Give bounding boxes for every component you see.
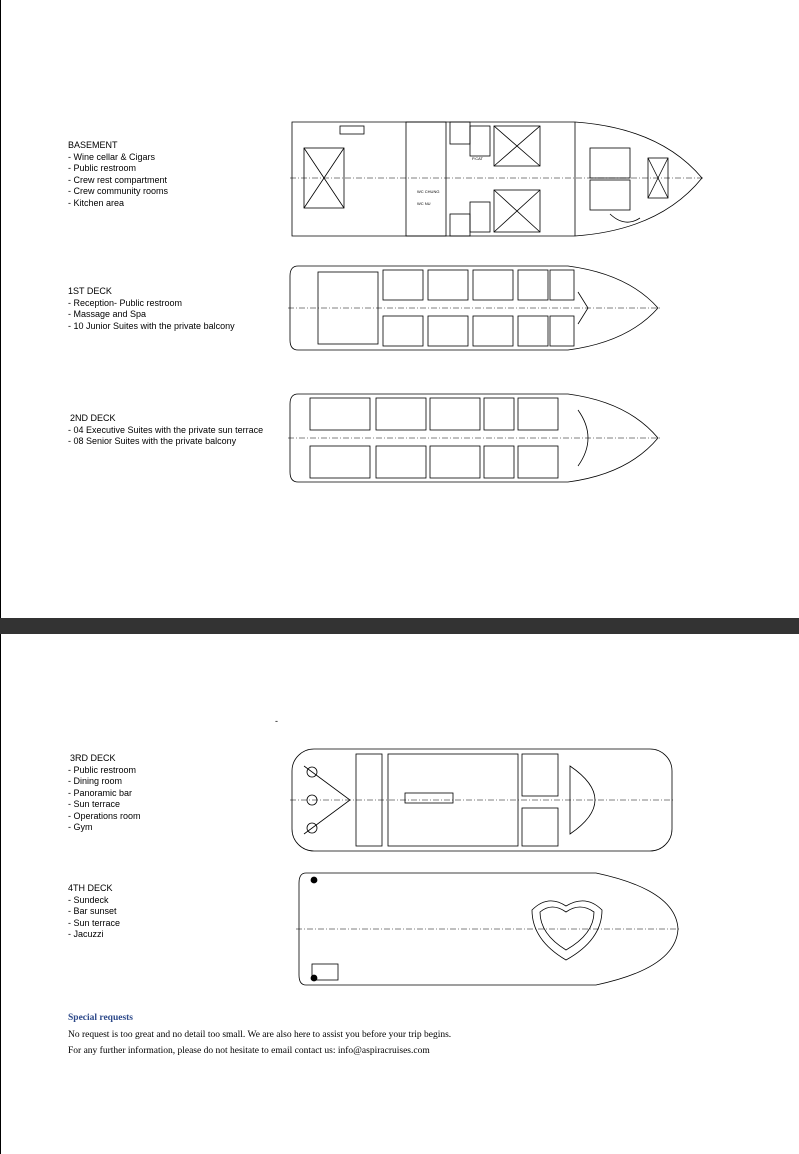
basement-item: - Crew rest compartment: [68, 174, 168, 185]
plan-label: P.CAT: [472, 156, 483, 161]
deck1-description: [68, 286, 235, 332]
deck4-description: [68, 883, 120, 941]
special-requests-line: No request is too great and no detail too small. We are also here to assist you before your trip begins.: [68, 1030, 452, 1040]
deck3-title: 3RD DECK: [70, 753, 116, 763]
deck2-description: [68, 413, 263, 448]
special-requests-heading: Special requests: [68, 1013, 134, 1023]
deck2-item: - 08 Senior Suites with the private balcony: [68, 436, 237, 446]
deck4-item: - Jacuzzi: [68, 929, 104, 939]
deck3-item: - Panoramic bar: [68, 787, 133, 798]
deck2-floor-plan: [288, 390, 663, 486]
basement-description: [68, 140, 168, 209]
deck1-item: - Reception- Public restroom: [68, 297, 183, 308]
deck3-item: - Dining room: [68, 776, 123, 786]
stray-dash: -: [275, 716, 278, 726]
deck1-title: 1ST DECK: [68, 286, 112, 296]
deck4-item: - Sundeck: [68, 894, 109, 905]
deck3-item: - Public restroom: [68, 764, 137, 775]
basement-floor-plan: [290, 118, 710, 240]
page-border: [0, 0, 1, 1154]
plan-label: WC CHUNG: [417, 189, 440, 194]
basement-item: - Wine cellar & Cigars: [68, 151, 156, 162]
basement-item: - Public restroom: [68, 163, 137, 173]
basement-title: BASEMENT: [68, 140, 118, 150]
deck1-item: - 10 Junior Suites with the private balcony: [68, 320, 235, 331]
deck3-description: [68, 753, 141, 834]
deck3-item: - Sun terrace: [68, 799, 121, 809]
deck1-item: - Massage and Spa: [68, 309, 147, 319]
deck2-item: - 04 Executive Suites with the private sun terrace: [68, 424, 264, 435]
basement-item: - Crew community rooms: [68, 186, 169, 196]
page-divider: [0, 618, 799, 634]
special-requests-contact: For any further information, please do not hesitate to email contact us: info@aspiracruises.com: [68, 1046, 430, 1056]
deck4-item: - Bar sunset: [68, 906, 117, 916]
deck1-floor-plan: [288, 262, 663, 354]
deck4-title: 4TH DECK: [68, 883, 113, 893]
deck2-title: 2ND DECK: [70, 413, 116, 423]
basement-item: - Kitchen area: [68, 197, 125, 208]
special-requests-section: [68, 1013, 788, 1059]
plan-label: WC NU: [417, 201, 431, 206]
deck4-item: - Sun terrace: [68, 917, 121, 928]
deck3-floor-plan: [290, 746, 675, 854]
deck4-floor-plan: [296, 870, 681, 988]
deck3-item: - Operations room: [68, 810, 141, 821]
deck3-item: - Gym: [68, 822, 93, 832]
